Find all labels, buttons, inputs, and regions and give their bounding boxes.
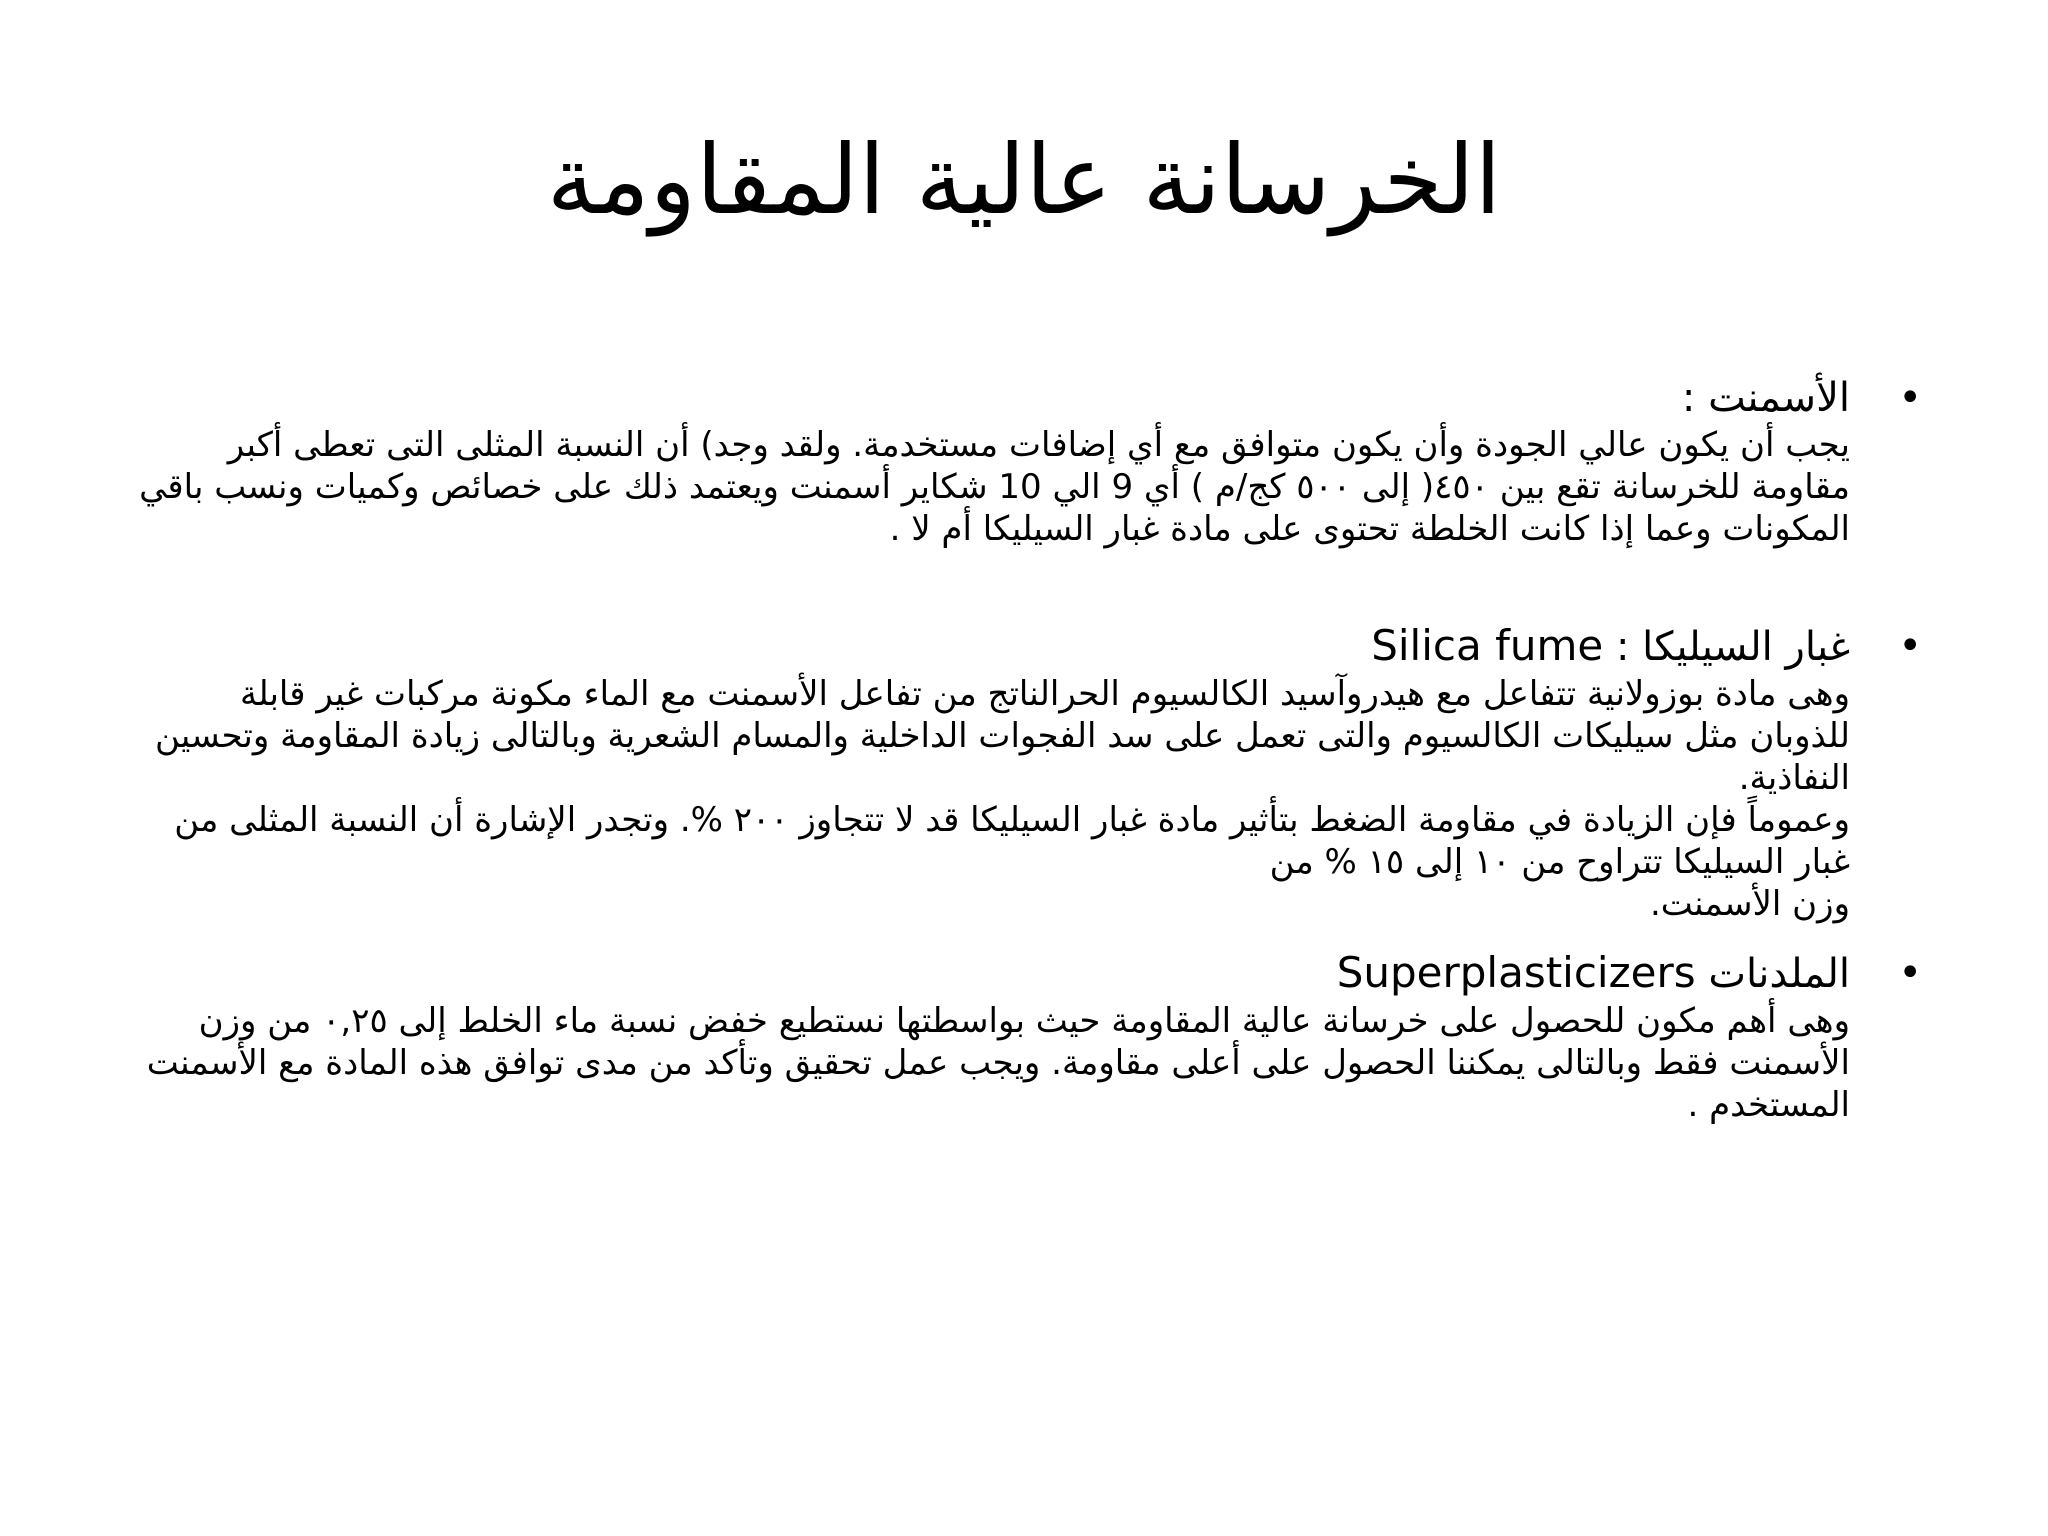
- bullet-icon: •: [1898, 623, 1922, 669]
- bullet-icon: •: [1898, 375, 1922, 421]
- heading-latin: Superplasticizers: [1336, 948, 1696, 997]
- paragraph: وعموماً فإن الزيادة في مقاومة الضغط بتأثير مادة غبار السيليكا قد لا تتجاوز ٢٠٠ %. وتجدر الإشارة أن النسبة المثلى من غبار السيليكا تتراوح من ١٠ إلى ١٥ % من: [174, 800, 1850, 882]
- heading-arabic: غبار السيليكا :: [1615, 624, 1850, 670]
- paragraph: وزن الأسمنت.: [1649, 884, 1850, 924]
- slide-title: الخرسانة عالية المقاومة: [546, 124, 1502, 236]
- bullet-heading: [130, 620, 1850, 673]
- bullet-silica-fume: [130, 620, 1930, 925]
- bullet-body: [130, 673, 1850, 925]
- bullet-superplasticizers: [130, 947, 1930, 1126]
- bullet-icon: •: [1898, 950, 1922, 996]
- heading-arabic: الملدنات: [1708, 951, 1850, 997]
- paragraph: وهى أهم مكون للحصول على خرسانة عالية المقاومة حيث بواسطتها نستطيع خفض نسبة ماء الخلط إلى ٠,٢٥ من وزن الأسمنت فقط وبالتالى يمكننا الحصول على أعلى مقاومة. ويجب عمل تحقيق وتأكد من مدى توافق هذه المادة مع الأسمنت المستخدم .: [146, 1001, 1850, 1125]
- bullet-list: [130, 372, 1930, 1126]
- bullet-heading: [130, 947, 1850, 1000]
- bullet-body: [130, 1000, 1850, 1126]
- paragraph: يجب أن يكون عالي الجودة وأن يكون متوافق مع أي إضافات مستخدمة. ولقد وجد) أن النسبة المثلى التى تعطى أكبر مقاومة للخرسانة تقع بين ٤٥٠( إلى ٥٠٠ كج/م ) أي 9 الي 10 شكاير أسمنت ويعتمد ذلك على خصائص وكميات ونسب باقي المكونات وعما إذا كانت الخلطة تحتوى على مادة غبار السيليكا أم لا .: [139, 425, 1850, 549]
- heading-latin: Silica fume: [1371, 621, 1604, 670]
- paragraph: وهى مادة بوزولانية تتفاعل مع هيدروآسيد الكالسيوم الحرالناتج من تفاعل الأسمنت مع الماء مكونة مركبات غير قابلة للذوبان مثل سيليكات الكالسيوم والتى تعمل على سد الفجوات الداخلية والمسام الشعرية وبالتالى زيادة المقاومة وتحسين النفاذية.: [155, 674, 1850, 798]
- bullet-cement: [130, 372, 1930, 550]
- bullet-body: [130, 424, 1850, 550]
- bullet-heading: الأسمنت :: [1681, 375, 1850, 421]
